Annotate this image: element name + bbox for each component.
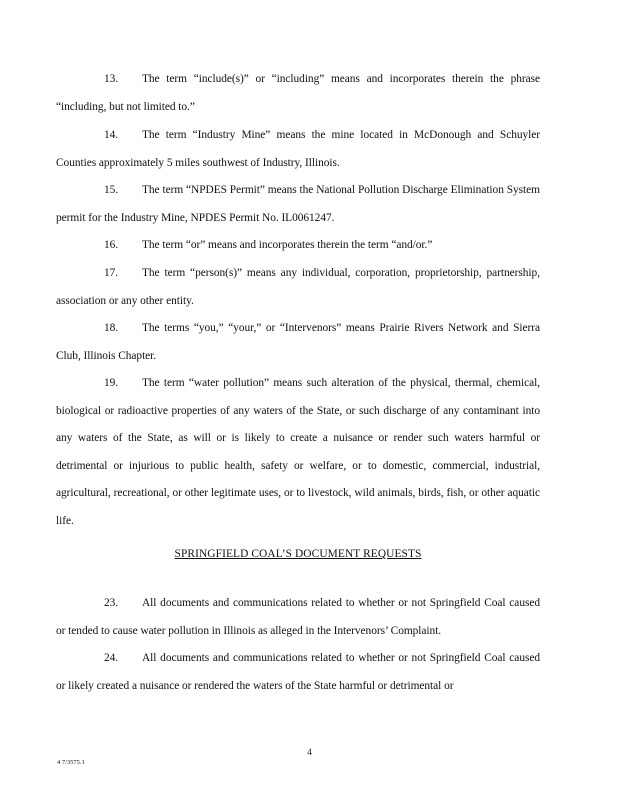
paragraph-19 bbox=[56, 370, 540, 535]
paragraph-text: The term “Industry Mine” means the mine located in McDonough and Schuyler Counties approximately 5 miles southwest of Industry, Illinois. bbox=[56, 129, 540, 169]
paragraph-number: 18. bbox=[104, 322, 119, 334]
paragraph-number: 16. bbox=[104, 239, 119, 251]
paragraph-13 bbox=[56, 66, 540, 121]
paragraph-text: The term “or” means and incorporates therein the term “and/or.” bbox=[142, 239, 433, 251]
paragraph-14 bbox=[56, 122, 540, 177]
request-text: All documents and communications related to whether or not Springfield Coal caused or likely created a nuisance or rendered the waters of the State harmful or detrimental or bbox=[56, 652, 540, 692]
section-heading: SPRINGFIELD COAL’S DOCUMENT REQUESTS bbox=[174, 548, 422, 560]
request-number: 23. bbox=[104, 597, 119, 609]
paragraph-17 bbox=[56, 260, 540, 315]
paragraph-number: 15. bbox=[104, 184, 119, 196]
request-23 bbox=[56, 590, 540, 645]
paragraph-text: The term “NPDES Permit” means the National Pollution Discharge Elimination System permit for the Industry Mine, NPDES Permit No. IL0061247. bbox=[56, 184, 540, 224]
paragraph-15 bbox=[56, 177, 540, 232]
paragraph-text: The term “water pollution” means such alteration of the physical, thermal, chemical, biological or radioactive properties of any waters of the State, or such discharge of any contaminant into any waters of the State, as will or is likely to create a nuisance or render such waters harmful or detrimental or injurious to public health, safety or welfare, or to domestic, commercial, industrial, agricultural, recreational, or other legitimate uses, or to livestock, wild animals, birds, fish, or other aquatic life. bbox=[56, 377, 540, 527]
document-id: 4 7/3575.1 bbox=[57, 759, 85, 766]
paragraph-text: The term “include(s)” or “including” means and incorporates therein the phrase “including, but not limited to.” bbox=[56, 73, 540, 113]
page-number: 4 bbox=[307, 747, 312, 757]
paragraph-number: 14. bbox=[104, 129, 119, 141]
request-24 bbox=[56, 645, 540, 700]
request-number: 24. bbox=[104, 652, 119, 664]
request-text: All documents and communications related to whether or not Springfield Coal caused or tended to cause water pollution in Illinois as alleged in the Intervenors’ Complaint. bbox=[56, 597, 540, 637]
paragraph-text: The term “person(s)” means any individual, corporation, proprietorship, partnership, association or any other entity. bbox=[56, 267, 540, 307]
paragraph-16 bbox=[56, 232, 540, 260]
paragraph-text: The terms “you,” “your,” or “Intervenors” means Prairie Rivers Network and Sierra Club, Illinois Chapter. bbox=[56, 322, 540, 362]
paragraph-number: 13. bbox=[104, 73, 119, 85]
paragraph-number: 17. bbox=[104, 267, 119, 279]
paragraph-number: 19. bbox=[104, 377, 119, 389]
paragraph-18 bbox=[56, 315, 540, 370]
